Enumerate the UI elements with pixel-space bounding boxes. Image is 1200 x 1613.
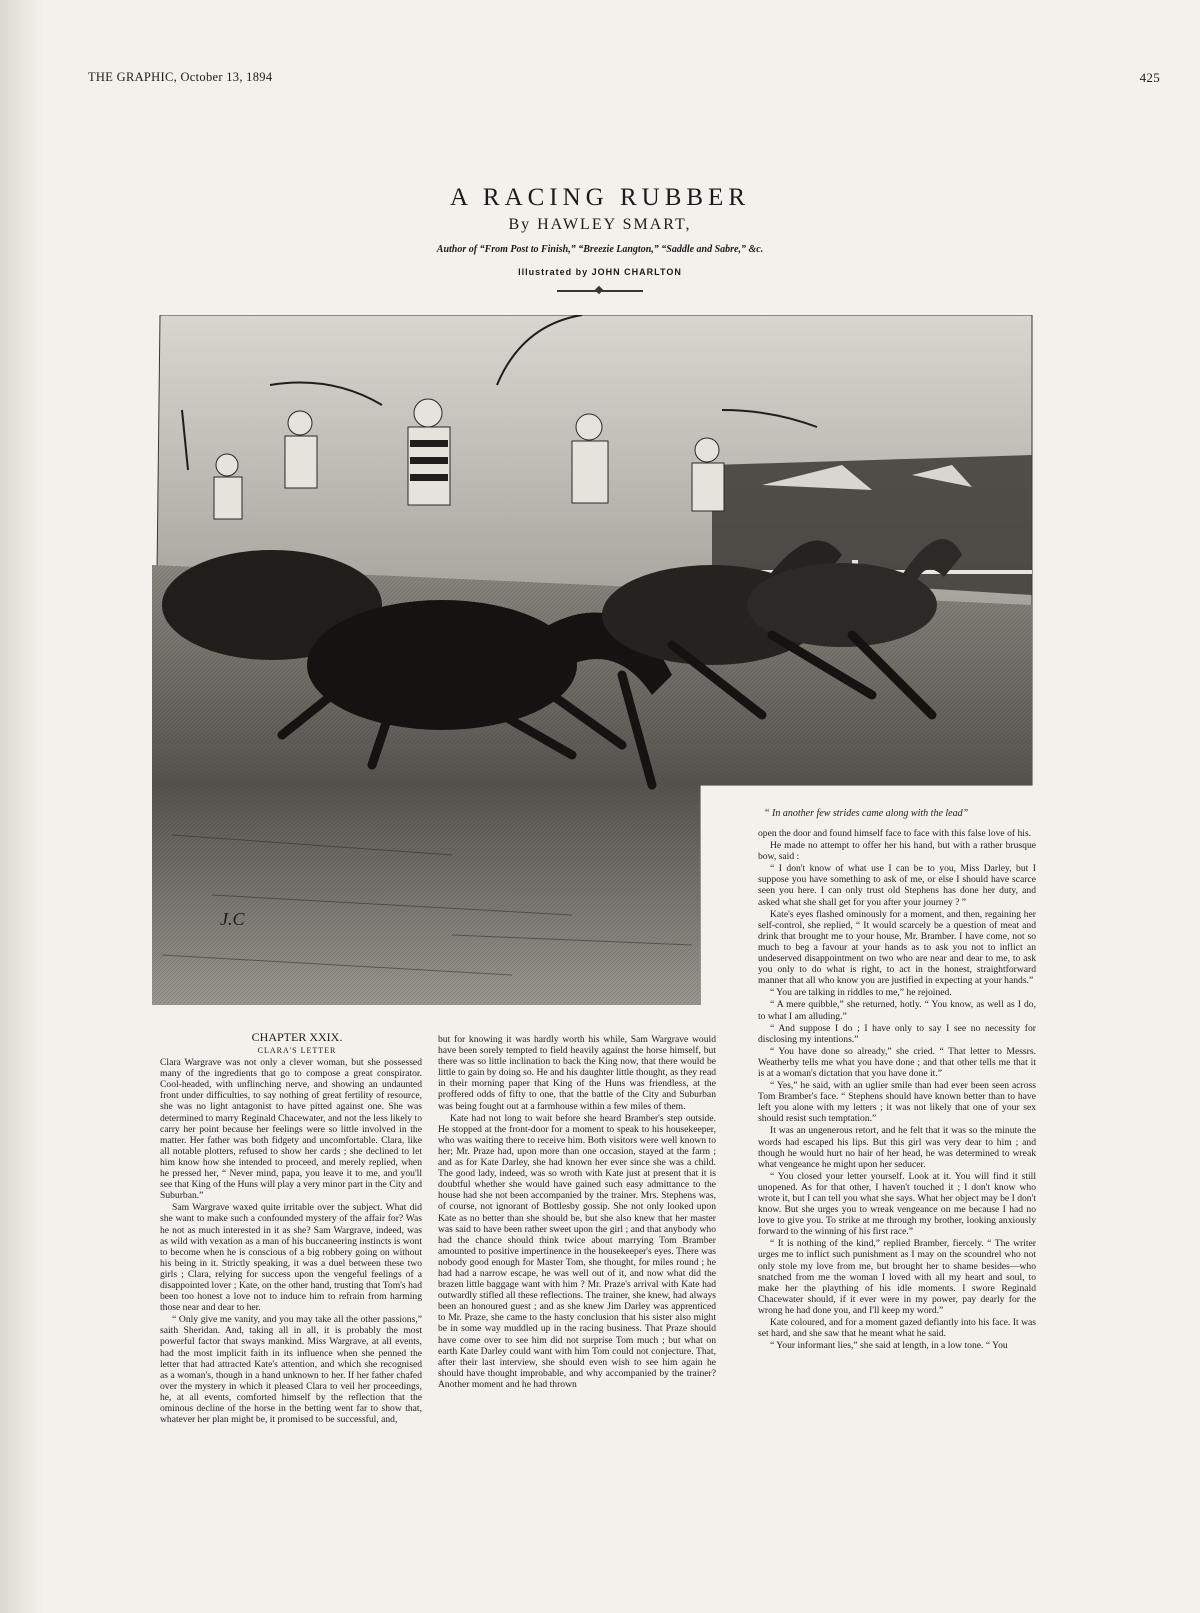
page-edge-shadow (0, 0, 44, 1613)
page-number: 425 (1139, 70, 1160, 85)
running-head-title: THE GRAPHIC, October 13, 1894 (88, 70, 273, 84)
paragraph: “ I don't know of what use I can be to you, Miss Darley, but I suppose you have something to ask of me, or else I should have scarce seen you here. I can only trust old Stephens has done her duty, and asked what she shall get for you after your journey ? ” (758, 863, 1036, 908)
artist-signature: J.C (220, 909, 245, 929)
text-column-2 (438, 1034, 716, 1391)
paragraph: Sam Wargrave waxed quite irritable over the subject. What did she want to make such a confounded mystery of the affair for? Was he not as much interested in it as she? Sam Wargrave, indeed, was as wild with vexation as a man of his buccaneering instincts is wont to become when he is conscious of a big robbery going on without his being in it. Strictly speaking, it was a duel between these two girls ; Clara, relying for success upon the vengeful feelings of a disappointed lover ; Kate, on the other hand, trusting that Tom's had been too honest a love not to induce him to refrain from harming those near and dear to her. (160, 1202, 422, 1314)
illustrator-credit: Illustrated by JOHN CHARLTON (518, 267, 682, 277)
paragraph: Kate's eyes flashed ominously for a moment, and then, regaining her self-control, she replied, “ It would scarcely be a question of meat and drink that brought me to your house, Mr. Bramber. I have come, not so much to beg a favour at your hands as to ask you not to inflict an undeserved disappointment on two who are near and dear to me, to ask you only to do what is right, to act in the honest, straightforward manner that all who know you are justified in expecting at your hands.” (758, 908, 1036, 987)
paragraph: Kate had not long to wait before she heard Bramber's step outside. He stopped at the front-door for a moment to speak to his housekeeper, who was waiting there to receive him. Both visitors were well known to her; Mr. Praze had, upon more than one occasion, stayed at the farm ; and as for Kate Darley, she had known her ever since she was a child. The good lady, indeed, was so wroth with Kate just at present that it is doubtful whether she would have gained such easy admittance to the house had she not been accompanied by the trainer. Mrs. Stephens was, of course, not ignorant of Bottlesby gossip. She not only looked upon Kate as no better than she should be, but she also knew that her master was said to have been rather sweet upon the girl ; and that anybody who had the chance should think twice about marrying Tom Bramber amounted to positive impertinence in the housekeeper's eyes. There was nobody good enough for Master Tom, she thought, for miles round ; he had had a narrow escape, he was well out of it, and now what did the brazen little baggage want with him ? Mr. Praze's arrival with Kate had outwardly stifled all these reflections. The trainer, she knew, had always been an honoured guest ; and as she knew Jim Darley was apprenticed to Mr. Praze, she came to the hasty conclusion that his sister also might be in some way muddled up in the racing business. That Praze should have come over to see him did not surprise Tom much ; but what on earth Kate Darley could want with him Tom could not conjecture. That, after their last interview, she should even wish to see him again he should have thought improbable, and why accompanied by the trainer? Another moment and he had thrown (438, 1112, 716, 1390)
illustration-caption: “ In another few strides came along with the lead” (764, 808, 969, 819)
paragraph: “ A mere quibble,” she returned, hotly. “ You know, as well as I do, to what I am alluding.” (758, 999, 1036, 1022)
text-column-1 (160, 1030, 422, 1426)
byline: By HAWLEY SMART, (508, 216, 692, 233)
paragraph: open the door and found himself face to face with this false love of his. (758, 828, 1032, 839)
running-head (88, 70, 1160, 90)
paragraph: “ It is nothing of the kind,” replied Bramber, fiercely. “ The writer urges me to inflict such punishment as I may on the scoundrel who not only stole my love from me, but brought her to shame besides—who snatched from me the woman I loved with all my heart and soul, to make her the plaything of his idle moments. I swore Reginald Chacewater should, if it ever were in my power, pay dearly for the wrong he had done you, and I'll keep my word.” (758, 1238, 1036, 1316)
paragraph: “ You are talking in riddles to me,” he rejoined. (770, 987, 952, 999)
paragraph: It was an ungenerous retort, and he felt that it was so the minute the words had escaped his lips. But this girl was very dear to him ; and though he would hurt no hair of her head, he was determined to wreak what vengeance he might upon her seducer. (758, 1125, 1036, 1170)
paragraph: “ And suppose I do ; I have only to say I see no necessity for disclosing my intentions.” (758, 1022, 1036, 1045)
paragraph: “ Your informant lies,” she said at length, in a low tone. “ You (770, 1340, 1008, 1352)
paragraph: Clara Wargrave was not only a clever woman, but she possessed many of the ingredients that go to compose a great conspirator. Cool-headed, with unflinching nerve, and showing an undaunted front under difficulties, to say nothing of great fertility of resource, she was no light antagonist to have pitted against one. She was determined to marry Reginald Chacewater, and not the less likely to carry her point because her feelings were so little involved in the matter. Her father was both fidgety and uncomfortable. Clara, like all notable plotters, refused to show her cards ; she declined to let him know how she intended to proceed, and merely replied, when he pressed her, “ Never mind, papa, you leave it to me, and you'll see that King of the Huns will play a very minor part in the City and Suburban.” (160, 1057, 422, 1202)
text-column-3 (758, 828, 1036, 1352)
paragraph: “ Only give me vanity, and you may take all the other passions,” saith Sheridan. And, taking all in all, it is probably the most powerful factor that sways mankind. Miss Wargrave, at all events, had the most implicit faith in its influence when she penned the letter that had attracted Kate's attention, and which she recognised as a woman's, though in a hand unknown to her. If her father chafed over the mystery in which it pleased Clara to veil her proceedings, he, at all events, comforted himself by the reflection that the ominous decline of the horse in the betting went far to show that, whatever her plan might be, it promised to be successful, and, (160, 1314, 422, 1426)
paragraph: “ You have done so already,” she cried. “ That letter to Messrs. Weatherby tells me what you have done ; and that other tells me that it is at a woman's dictation that you have done it.” (758, 1045, 1036, 1079)
chapter-heading: CHAPTER XXIX. (251, 1030, 343, 1044)
paragraph: but for knowing it was hardly worth his while, Sam Wargrave would have been sorely tempted to field heavily against the horse himself, but there was so little inclination to back the King now, that there would be little to gain by doing so. He and his daughter little thought, as they read in their morning paper that King of the Huns was friendless, at the proffered odds of fifty to one, that the battle of the City and Suburban was being fought out at a farmhouse within a few miles of them. (438, 1034, 716, 1112)
paragraph: He made no attempt to offer her his hand, but with a rather brusque bow, said : (758, 840, 1036, 863)
paragraph: Kate coloured, and for a moment gazed defiantly into his face. It was set hard, and she saw that he meant what he said. (758, 1317, 1036, 1340)
paragraph: “ You closed your letter yourself. Look at it. You will find it still unopened. As for that other, I haven't touched it ; I don't know who wrote it, but I can tell you what she says. What her object may be I don't know. But she urges you to wreak vengeance on me because I had no love to give you. To strike at me through my brother, looking anxiously forward to the winning of his first race.” (758, 1170, 1036, 1238)
paragraph: “ Yes,” he said, with an uglier smile than had ever been seen across Tom Bramber's face. “ Stephens should have known better than to have left you alone with my letters ; it was not likely that one of your sex should resist such temptation.” (758, 1080, 1036, 1125)
article-title: A RACING RUBBER (449, 184, 751, 211)
author-credits: Author of “From Post to Finish,” “Breezie Langton,” “Saddle and Sabre,” &c. (436, 244, 764, 255)
chapter-subheading: CLARA'S LETTER (257, 1046, 337, 1055)
title-ornament (557, 290, 643, 292)
